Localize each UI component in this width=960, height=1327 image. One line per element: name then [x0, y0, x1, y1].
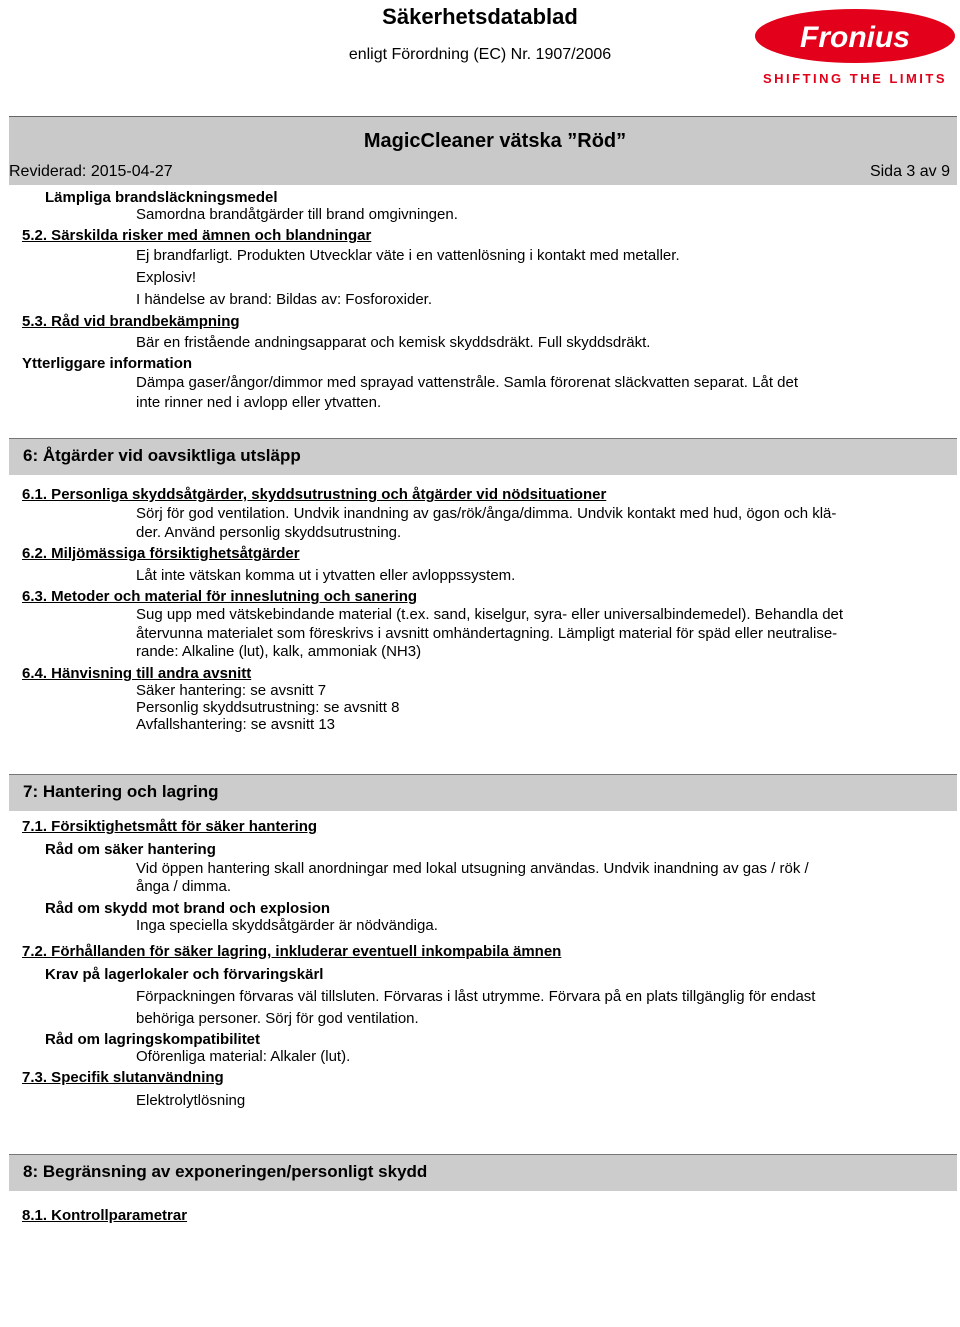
- safe-handling-line-2: ånga / dimma.: [136, 878, 232, 895]
- section-7-2-heading: 7.2. Förhållanden för säker lagring, inkluderar eventuell inkompabila ämnen: [22, 943, 562, 960]
- section-7-title: 7: Hantering och lagring: [23, 782, 219, 801]
- extra-info-heading: Ytterliggare information: [22, 355, 193, 372]
- section-6-2-line-1: Låt inte vätskan komma ut i ytvatten eller avloppssystem.: [136, 567, 516, 584]
- extra-info-line-2: inte rinner ned i avlopp eller ytvatten.: [136, 394, 382, 411]
- section-8-bar: [9, 1154, 957, 1191]
- compatibility-heading: Råd om lagringskompatibilitet: [45, 1031, 261, 1048]
- logo-tagline: SHIFTING THE LIMITS: [763, 71, 947, 86]
- section-7-3-line-1: Elektrolytlösning: [136, 1092, 246, 1109]
- section-6-4-line-2: Personlig skyddsutrustning: se avsnitt 8: [136, 699, 400, 716]
- section-5-2-line-2: Explosiv!: [136, 269, 197, 286]
- section-7-3-heading: 7.3. Specifik slutanvändning: [22, 1069, 224, 1086]
- section-7-1-heading: 7.1. Försiktighetsmått för säker hantering: [22, 818, 318, 835]
- section-6-1-line-1: Sörj för god ventilation. Undvik inandning av gas/rök/ånga/dimma. Undvik kontakt med hud, ögon och klä-: [136, 505, 837, 522]
- page-number: Sida 3 av 9: [869, 163, 950, 180]
- section-6-4-line-3: Avfallshantering: se avsnitt 13: [136, 716, 336, 733]
- section-8-title: 8: Begränsning av exponeringen/personligt skydd: [23, 1162, 428, 1181]
- section-6-3-line-2: återvunna materialet som föreskrivs i avsnitt omhändertagning. Lämpligt material för späd eller neutralise-: [136, 625, 838, 642]
- extra-info-line-1: Dämpa gaser/ångor/dimmor med sprayad vattenstråle. Samla förorenat släckvatten separat. Låt det: [136, 374, 798, 391]
- section-6-4-line-1: Säker hantering: se avsnitt 7: [136, 682, 327, 699]
- logo-text: Fronius: [800, 21, 910, 54]
- revision-date: Reviderad: 2015-04-27: [9, 163, 173, 180]
- storage-heading: Krav på lagerlokaler och förvaringskärl: [45, 966, 324, 983]
- extinguish-heading: Lämpliga brandsläckningsmedel: [45, 189, 278, 206]
- compatibility-line-1: Oförenliga material: Alkaler (lut).: [136, 1048, 351, 1065]
- storage-line-2: behöriga personer. Sörj för god ventilation.: [136, 1010, 419, 1027]
- safe-handling-line-1: Vid öppen hantering skall anordningar med lokal utsugning användas. Undvik inandning av gas / rök /: [136, 860, 809, 877]
- section-8-1-heading: 8.1. Kontrollparametrar: [22, 1207, 188, 1224]
- section-5-3-line-1: Bär en fristående andningsapparat och kemisk skyddsdräkt. Full skyddsdräkt.: [136, 334, 651, 351]
- section-7-bar: [9, 774, 957, 811]
- extinguish-text: Samordna brandåtgärder till brand omgivningen.: [136, 206, 458, 223]
- section-6-1-line-2: der. Använd personlig skyddsutrustning.: [136, 524, 402, 541]
- document-subtitle: enligt Förordning (EC) Nr. 1907/2006: [348, 46, 612, 63]
- document-title: Säkerhetsdatablad: [382, 4, 578, 29]
- storage-line-1: Förpackningen förvaras väl tillsluten. Förvaras i låst utrymme. Förvara på en plats tillgänglig för endast: [136, 988, 816, 1005]
- fire-protection-heading: Råd om skydd mot brand och explosion: [45, 900, 331, 917]
- section-6-4-heading: 6.4. Hänvisning till andra avsnitt: [22, 665, 252, 682]
- section-6-3-line-1: Sug upp med vätskebindande material (t.ex. sand, kiselgur, syra- eller universalbindemedel). Behandla det: [136, 606, 844, 623]
- section-6-title: 6: Åtgärder vid oavsiktliga utsläpp: [23, 446, 301, 465]
- section-6-3-line-3: rande: Alkaline (lut), kalk, ammoniak (NH3): [136, 643, 422, 660]
- section-5-3-heading: 5.3. Råd vid brandbekämpning: [22, 313, 240, 330]
- safe-handling-heading: Råd om säker hantering: [45, 841, 216, 858]
- section-6-bar: [9, 438, 957, 475]
- product-name: MagicCleaner vätska ”Röd”: [363, 130, 627, 152]
- fronius-logo: [750, 6, 960, 90]
- section-5-2-line-3: I händelse av brand: Bildas av: Fosforoxider.: [136, 291, 433, 308]
- section-5-2-line-1: Ej brandfarligt. Produkten Utvecklar väte i en vattenlösning i kontakt med metaller.: [136, 247, 680, 264]
- section-6-2-heading: 6.2. Miljömässiga försiktighetsåtgärder: [22, 545, 300, 562]
- section-6-3-heading: 6.3. Metoder och material för inneslutning och sanering: [22, 588, 418, 605]
- fire-protection-line-1: Inga speciella skyddsåtgärder är nödvändiga.: [136, 917, 438, 934]
- section-6-1-heading: 6.1. Personliga skyddsåtgärder, skyddsutrustning och åtgärder vid nödsituationer: [22, 486, 607, 503]
- section-5-2-heading: 5.2. Särskilda risker med ämnen och blandningar: [22, 227, 372, 244]
